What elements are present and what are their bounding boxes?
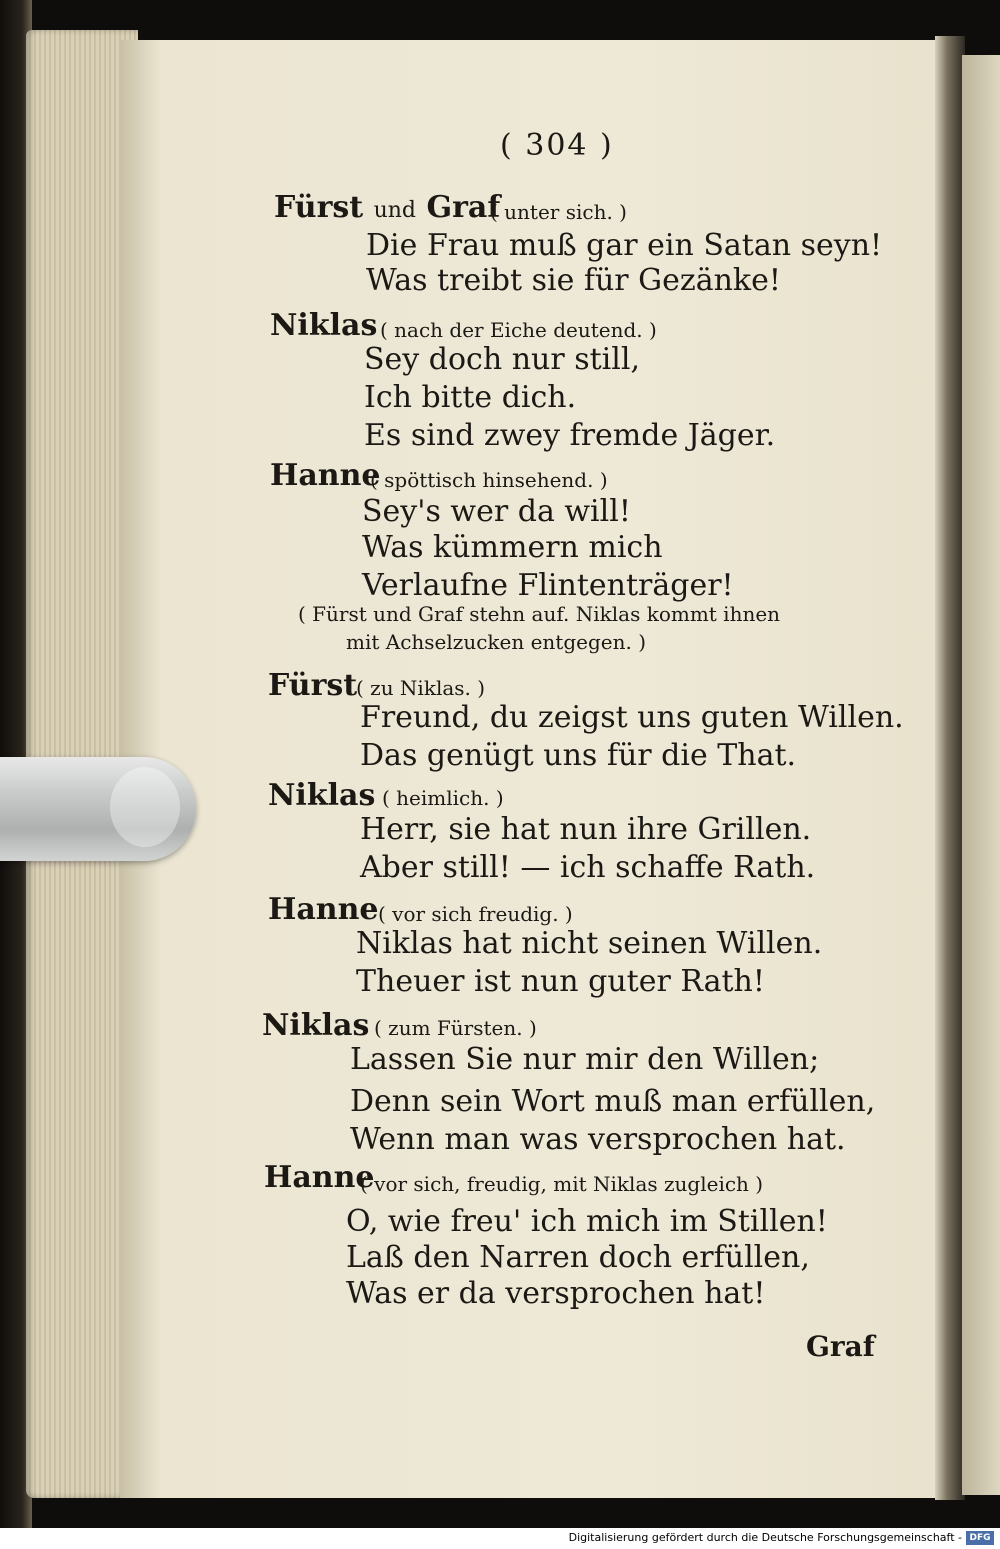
speaker-direction: ( vor sich, freudig, mit Niklas zugleich )	[360, 1172, 764, 1196]
verse-line: Lassen Sie nur mir den Willen;	[350, 1042, 820, 1077]
glass-page-holder	[0, 757, 196, 861]
verse-line: Wenn man was versprochen hat.	[350, 1122, 846, 1157]
verse-line: Was treibt sie für Gezänke!	[366, 263, 781, 298]
speaker-name: Fürst und Graf	[274, 190, 501, 225]
catchword: Graf	[806, 1330, 875, 1363]
verse-line: Theuer ist nun guter Rath!	[356, 964, 765, 999]
speaker-direction: ( zu Niklas. )	[356, 676, 486, 700]
verse-line: Sey doch nur still,	[364, 342, 641, 377]
verse-line: Was kümmern mich	[362, 530, 663, 565]
verse-line: Die Frau muß gar ein Satan seyn!	[366, 228, 883, 263]
verse-line: Freund, du zeigst uns guten Willen.	[360, 700, 904, 735]
verse-line: Es sind zwey fremde Jäger.	[364, 418, 776, 453]
verse-line: Verlaufne Flintenträger!	[362, 568, 734, 603]
verse-line: Sey's wer da will!	[362, 494, 631, 529]
verse-line: Denn sein Wort muß man erfüllen,	[350, 1084, 876, 1119]
speaker-direction: ( heimlich. )	[382, 786, 504, 810]
verse-line: Das genügt uns für die That.	[360, 738, 797, 773]
speaker-direction: ( spöttisch hinsehend. )	[370, 468, 608, 492]
dfg-logo: DFG	[966, 1531, 994, 1545]
footer-credit: Digitalisierung gefördert durch die Deutsche Forschungsgemeinschaft -	[568, 1531, 962, 1544]
stage-direction: mit Achselzucken entgegen. )	[346, 630, 647, 654]
speaker-direction: ( unter sich. )	[490, 200, 627, 224]
verse-line: Ich bitte dich.	[364, 380, 577, 415]
speaker-name: Fürst	[268, 668, 358, 703]
speaker-direction: ( nach der Eiche deutend. )	[380, 318, 657, 342]
page-number: ( 304 )	[500, 128, 614, 163]
speaker-name: Niklas	[270, 308, 378, 343]
verse-line: Herr, sie hat nun ihre Grillen.	[360, 812, 812, 847]
footer-bar	[0, 1528, 1000, 1549]
verse-line: Aber still! — ich schaffe Rath.	[360, 850, 816, 885]
speaker-name: Hanne	[264, 1160, 375, 1195]
speaker-direction: ( zum Fürsten. )	[374, 1016, 537, 1040]
speaker-name: Niklas	[268, 778, 376, 813]
verse-line: Was er da versprochen hat!	[346, 1276, 766, 1311]
verse-line: Laß den Narren doch erfüllen,	[346, 1240, 810, 1275]
speaker-direction: ( vor sich freudig. )	[378, 902, 573, 926]
verse-line: Niklas hat nicht seinen Willen.	[356, 926, 823, 961]
verse-line: O, wie freu' ich mich im Stillen!	[346, 1204, 828, 1239]
stage-direction: ( Fürst und Graf stehn auf. Niklas kommt ihnen	[298, 602, 781, 626]
speaker-name: Niklas	[262, 1008, 370, 1043]
speaker-name: Hanne	[268, 892, 379, 927]
speaker-name: Hanne	[270, 458, 381, 493]
